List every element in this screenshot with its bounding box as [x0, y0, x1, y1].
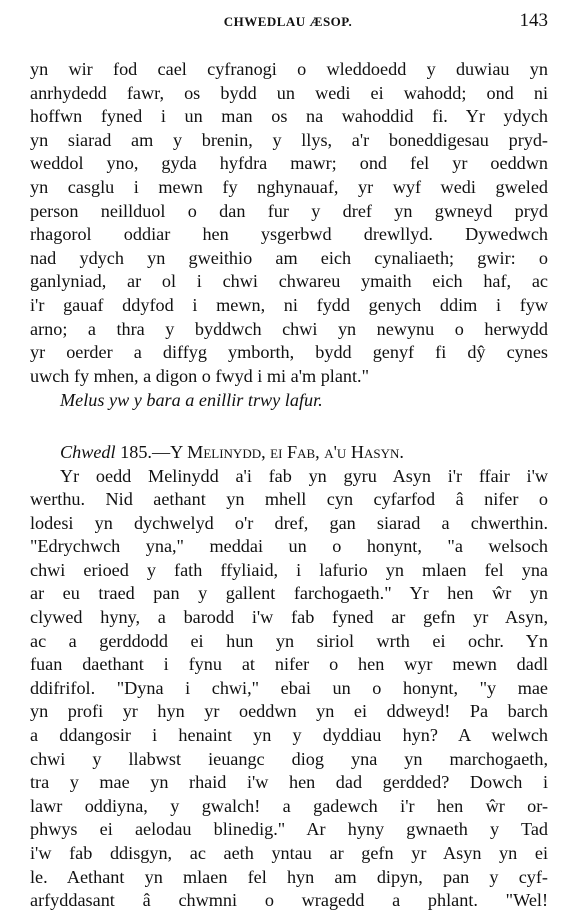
text-line: weddol yno, gyda hyfdra mawr; ond fel yr oeddwn	[30, 153, 548, 174]
text-line: yr oerder a diffyg ymborth, bydd genyf fi dŷ cynes	[30, 342, 548, 363]
text-line: hoffwn fyned i un man os na wahoddid fi. Yr ydych	[30, 106, 548, 127]
text-line: ar eu traed pan y gallent farchogaeth." Yr hen ŵr yn	[30, 583, 548, 604]
text-line: phwys ei aelodau blinedig." Ar hyny gwnaeth y Tad	[30, 819, 548, 840]
fable-number: 185.	[120, 441, 152, 462]
text-line: chwi erioed y fath ffyliaid, i lafurio yn mlaen fel yna	[30, 559, 548, 580]
running-title: CHWEDLAU ÆSOP.	[223, 14, 353, 29]
text-line: fuan daethant i fynu at nifer o hen wyr mewn dadl	[30, 654, 548, 675]
text-line: ganlyniad, ar ol i chwi chwareu ymaith eich haf, ac	[30, 271, 548, 292]
text-line: rhagorol oddiar hen ysgerbwd drewllyd. Dywedwch	[30, 224, 548, 245]
fable-label: Chwedl	[60, 441, 116, 462]
page-number: 143	[519, 10, 548, 31]
text-line: i'r gauaf ddyfod i mewn, ni fydd genych ddim i fyw	[30, 294, 548, 315]
body-text	[30, 58, 548, 913]
text-line: nad ydych yn gweithio am eich cynaliaeth; gwir: o	[30, 247, 548, 268]
text-line: ddifrifol. "Dyna i chwi," ebai un o honynt, "y mae	[30, 677, 548, 698]
running-head	[28, 8, 548, 38]
text-line: tra y mae yn rhaid i'w hen dad gerdded? Dowch i	[30, 772, 548, 793]
text-line: werthu. Nid aethant yn mhell cyn cyfarfod â nifer o	[30, 489, 548, 510]
text-line: "Edrychwch yna," meddai un o honynt, "a welsoch	[30, 536, 548, 557]
text-line: yn siarad am y brenin, y llys, a'r boneddigesau pryd-	[30, 129, 548, 150]
text-line: arno; a thra y byddwch chwi yn newynu o herwydd	[30, 318, 548, 339]
paragraph-fable	[30, 465, 548, 913]
moral-line: Melus yw y bara a enillir trwy lafur.	[60, 390, 323, 411]
text-line: chwi y llabwst ieuangc diog yna yn marchogaeth,	[30, 748, 548, 769]
text-line: lodesi yn dychwelyd o'r dref, gan siarad a chwerthin.	[30, 512, 548, 533]
text-line: yn profi yr hyn yr oeddwn yn ei ddweyd! Pa barch	[30, 701, 548, 722]
text-line: ac a gerddodd ei hun yn siriol wrth ei ochr. Yn	[30, 630, 548, 651]
text-line: yn wir fod cael cyfranogi o wleddoedd y duwiau yn	[30, 59, 548, 79]
text-line: lawr oddiyna, y gwalch! a gadewch i'r hen ŵr or-	[30, 795, 548, 816]
text-line: Yr oedd Melinydd a'i fab yn gyru Asyn i'r ffair i'w	[60, 465, 548, 486]
text-line: a ddangosir i henaint yn y dyddiau hyn? A welwch	[30, 725, 548, 746]
text-line: i'w fab ddisgyn, ac aeth yntau ar gefn yr Asyn yn ei	[30, 843, 548, 863]
fable-title: Melinydd, ei Fab, a'u Hasyn.	[187, 441, 404, 462]
fable-heading	[30, 441, 548, 465]
text-line: le. Aethant yn mlaen fel hyn am dipyn, pan y cyf-	[30, 866, 548, 887]
paragraph-continued	[30, 58, 548, 388]
text-line: arfyddasant â chwmni o wragedd a phlant. "Wel!	[30, 890, 548, 911]
text-line: clywed hyny, a barodd i'w fab fyned ar gefn yr Asyn,	[30, 607, 548, 628]
text-line: uwch fy mhen, a digon o fwyd i mi a'm plant."	[30, 365, 370, 386]
text-line: person neillduol o dan fur y dref yn gwneyd pryd	[30, 200, 548, 221]
text-line: yn casglu i mewn fy nghynauaf, yr wyf wedi gweled	[30, 176, 548, 197]
text-line: anrhydedd fawr, os bydd un wedi ei wahodd; ond ni	[30, 82, 548, 103]
fable-title-prefix: —Y	[151, 441, 188, 462]
